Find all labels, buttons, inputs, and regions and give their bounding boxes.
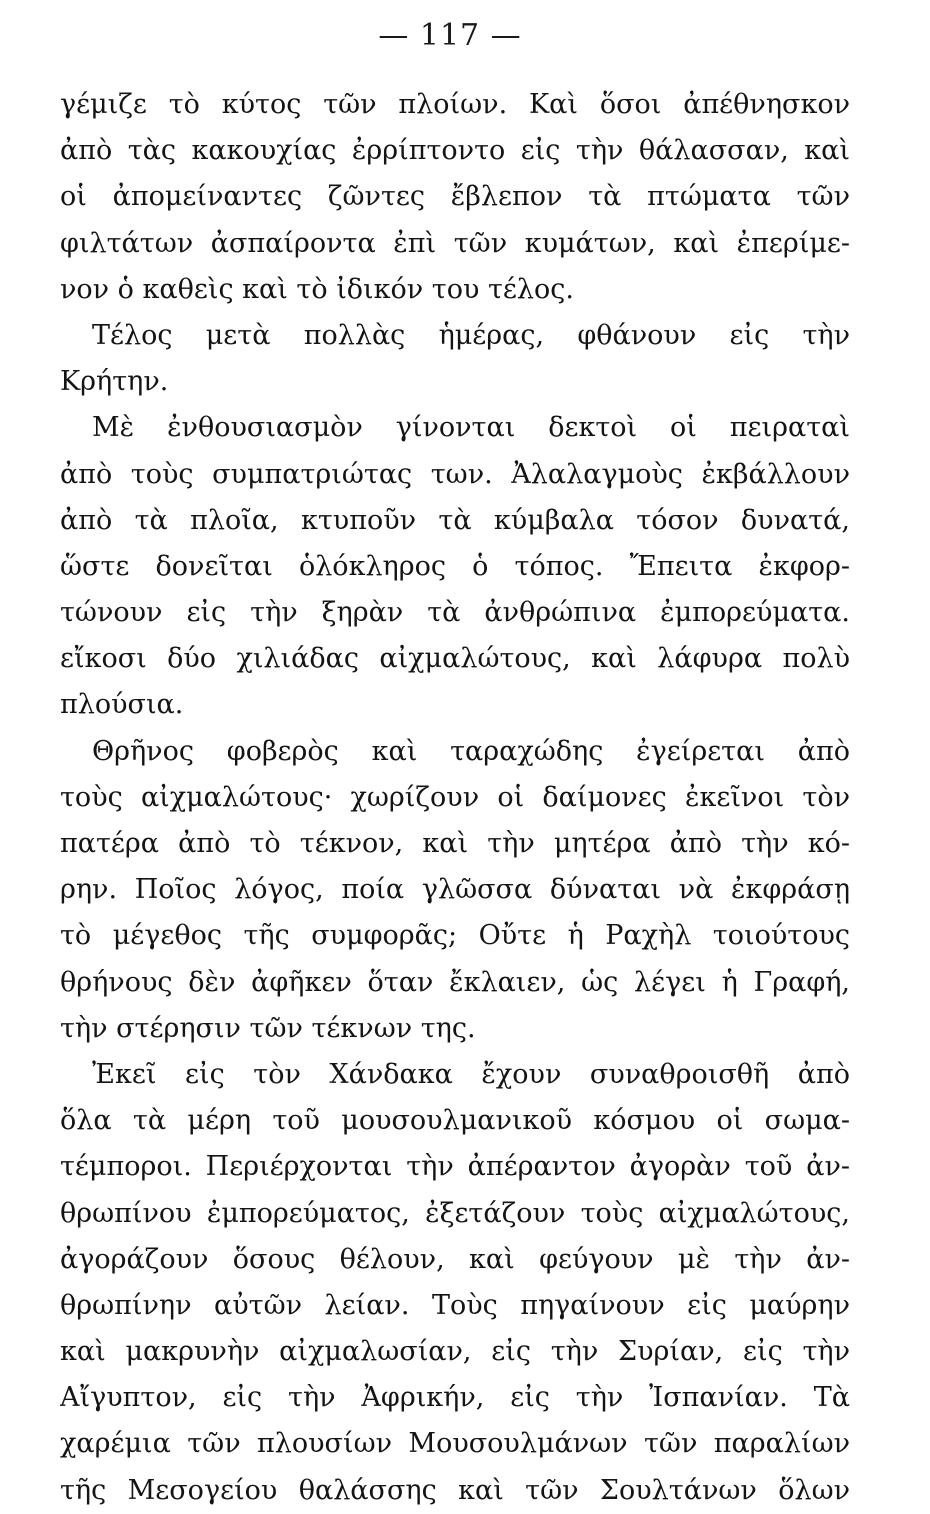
text-line: νον ὁ καθεὶς καὶ τὸ ἰδικόν του τέλος. [60, 273, 574, 305]
page-number: — 117 — [378, 18, 522, 53]
text-line: ἀπὸ τὰ πλοῖα, κτυποῦν τὰ κύμβαλα τόσον δυνατά, [60, 504, 850, 536]
text-line: τὴν στέρησιν τῶν τέκνων της. [60, 1012, 476, 1044]
text-line: ὅλα τὰ μέρη τοῦ μουσουλμανικοῦ κόσμου οἱ σωμα- [60, 1105, 850, 1137]
text-line: Τέλος μετὰ πολλὰς ἡμέρας, φθάνουν εἰς τὴν [92, 319, 850, 351]
text-line: πλούσια. [60, 689, 184, 721]
text-line: χαρέμια τῶν πλουσίων Μουσουλμάνων τῶν παραλίων [60, 1428, 850, 1460]
text-line: τοὺς αἰχμαλώτους· χωρίζουν οἱ δαίμονες ἐκεῖνοι τὸν [60, 781, 850, 813]
text-line: καὶ μακρυνὴν αἰχμαλωσίαν, εἰς τὴν Συρίαν, εἰς τὴν [60, 1336, 850, 1368]
text-line: τὸ μέγεθος τῆς συμφορᾶς; Οὔτε ἡ Ραχὴλ τοιούτους [60, 920, 850, 952]
text-line: τώνουν εἰς τὴν ξηρὰν τὰ ἀνθρώπινα ἐμπορεύματα. [60, 597, 850, 629]
text-line: εἴκοσι δύο χιλιάδας αἰχμαλώτους, καὶ λάφυρα πολὺ [60, 643, 850, 675]
text-line: θρήνους δὲν ἀφῆκεν ὅταν ἔκλαιεν, ὡς λέγει ἡ Γραφή, [60, 966, 850, 998]
text-line: θρωπίνου ἐμπορεύματος, ἐξετάζουν τοὺς αἰχμαλώτους, [60, 1197, 850, 1229]
text-line: πατέρα ἀπὸ τὸ τέκνον, καὶ τὴν μητέρα ἀπὸ τὴν κό- [60, 828, 850, 859]
text-line: θρωπίνην αὐτῶν λείαν. Τοὺς πηγαίνουν εἰς μαύρην [60, 1289, 850, 1321]
text-line: Κρήτην. [60, 366, 169, 398]
text-line: Θρῆνος φοβερὸς καὶ ταραχώδης ἐγείρεται ἀπὸ [92, 735, 850, 767]
text-line: οἱ ἀπομείναντες ζῶντες ἔβλεπον τὰ πτώματα τῶν [60, 181, 850, 213]
text-line: ἀπὸ τὰς κακουχίας ἐρρίπτοντο εἰς τὴν θάλασσαν, καὶ [60, 135, 850, 167]
body-text [60, 82, 850, 1514]
text-line: φιλτάτων ἀσπαίροντα ἐπὶ τῶν κυμάτων, καὶ ἐπερίμε- [60, 227, 850, 259]
text-line: ρην. Ποῖος λόγος, ποία γλῶσσα δύναται νὰ ἐκφράσῃ [60, 874, 850, 906]
text-line: ὥστε δονεῖται ὁλόκληρος ὁ τόπος. Ἔπειτα ἐκφορ- [60, 550, 850, 582]
text-line: Ἐκεῖ εἰς τὸν Χάνδακα ἔχουν συναθροισθῆ ἀπὸ [92, 1058, 850, 1090]
text-line: τῆς Μεσογείου θαλάσσης καὶ τῶν Σουλτάνων ὅλων [60, 1474, 850, 1506]
text-line: ἀπὸ τοὺς συμπατριώτας των. Ἀλαλαγμοὺς ἐκβάλλουν [60, 458, 850, 490]
text-line: τέμποροι. Περιέρχονται τὴν ἀπέραντον ἀγορὰν τοῦ ἀν- [60, 1151, 850, 1183]
text-line: γέμιζε τὸ κύτος τῶν πλοίων. Καὶ ὅσοι ἀπέθνησκον [60, 89, 850, 120]
text-line: Μὲ ἐνθουσιασμὸν γίνονται δεκτοὶ οἱ πειραταὶ [92, 412, 850, 444]
text-line: ἀγοράζουν ὅσους θέλουν, καὶ φεύγουν μὲ τὴν ἀν- [60, 1243, 850, 1275]
text-line: Αἴγυπτον, εἰς τὴν Ἀφρικήν, εἰς τὴν Ἰσπανίαν. Τὰ [60, 1382, 850, 1414]
